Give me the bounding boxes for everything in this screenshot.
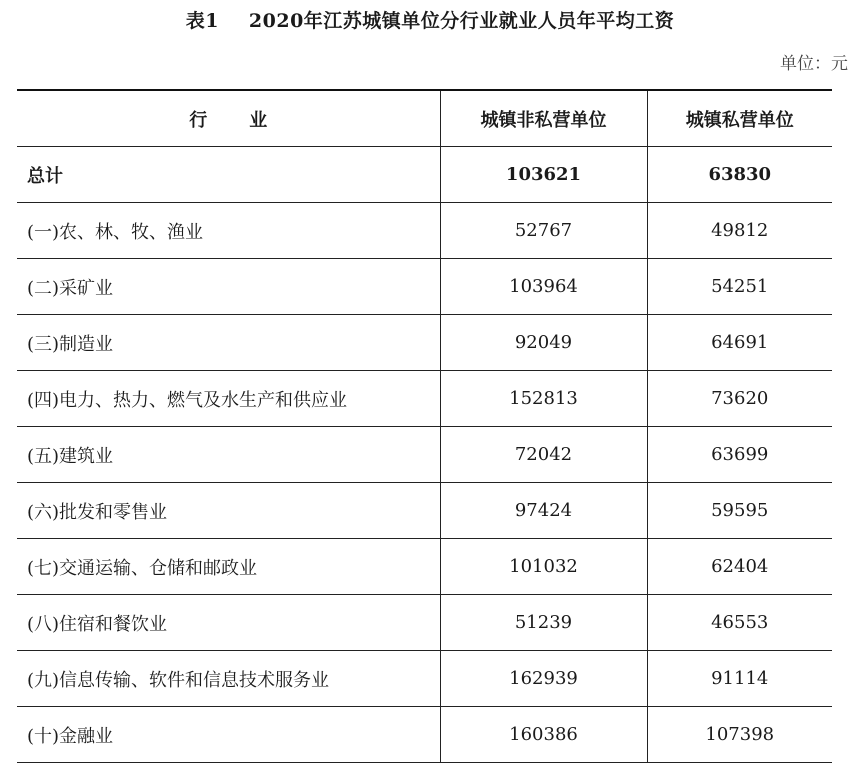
total-label: 总计 [17, 147, 440, 203]
table-row [17, 707, 832, 763]
row-non-private: 72042 [440, 427, 647, 483]
row-non-private: 97424 [440, 483, 647, 539]
row-private: 54251 [647, 259, 832, 315]
row-industry: (五)建筑业 [17, 427, 440, 483]
table-title [0, 6, 860, 33]
total-row [17, 147, 832, 203]
row-non-private: 51239 [440, 595, 647, 651]
row-non-private: 160386 [440, 707, 647, 763]
header-private: 城镇私营单位 [647, 90, 832, 147]
row-industry: (九)信息传输、软件和信息技术服务业 [17, 651, 440, 707]
row-private: 91114 [647, 651, 832, 707]
row-non-private: 92049 [440, 315, 647, 371]
row-industry: (七)交通运输、仓储和邮政业 [17, 539, 440, 595]
table-row [17, 371, 832, 427]
row-industry: (四)电力、热力、燃气及水生产和供应业 [17, 371, 440, 427]
row-private: 59595 [647, 483, 832, 539]
row-private: 64691 [647, 315, 832, 371]
table-row [17, 539, 832, 595]
table-row [17, 259, 832, 315]
row-non-private: 103964 [440, 259, 647, 315]
table-row [17, 651, 832, 707]
row-private: 107398 [647, 707, 832, 763]
unit-note: 单位：元 [780, 54, 848, 74]
header-non-private: 城镇非私营单位 [440, 90, 647, 147]
table-row [17, 203, 832, 259]
table-row [17, 595, 832, 651]
table-title-text: 2020年江苏城镇单位分行业就业人员年平均工资 [248, 10, 675, 32]
table-row [17, 483, 832, 539]
row-private: 63699 [647, 427, 832, 483]
row-private: 49812 [647, 203, 832, 259]
row-industry: (八)住宿和餐饮业 [17, 595, 440, 651]
table-row [17, 315, 832, 371]
total-private: 63830 [647, 147, 832, 203]
table-label: 表1 [185, 10, 219, 32]
row-non-private: 101032 [440, 539, 647, 595]
row-industry: (三)制造业 [17, 315, 440, 371]
table-row [17, 427, 832, 483]
row-industry: (二)采矿业 [17, 259, 440, 315]
row-industry: (六)批发和零售业 [17, 483, 440, 539]
row-industry: (十)金融业 [17, 707, 440, 763]
wage-table [17, 89, 832, 763]
header-industry: 行业 [17, 90, 440, 147]
table-header-row [17, 90, 832, 147]
row-non-private: 162939 [440, 651, 647, 707]
row-non-private: 152813 [440, 371, 647, 427]
row-private: 73620 [647, 371, 832, 427]
row-non-private: 52767 [440, 203, 647, 259]
row-private: 62404 [647, 539, 832, 595]
row-industry: (一)农、林、牧、渔业 [17, 203, 440, 259]
row-private: 46553 [647, 595, 832, 651]
total-non-private: 103621 [440, 147, 647, 203]
